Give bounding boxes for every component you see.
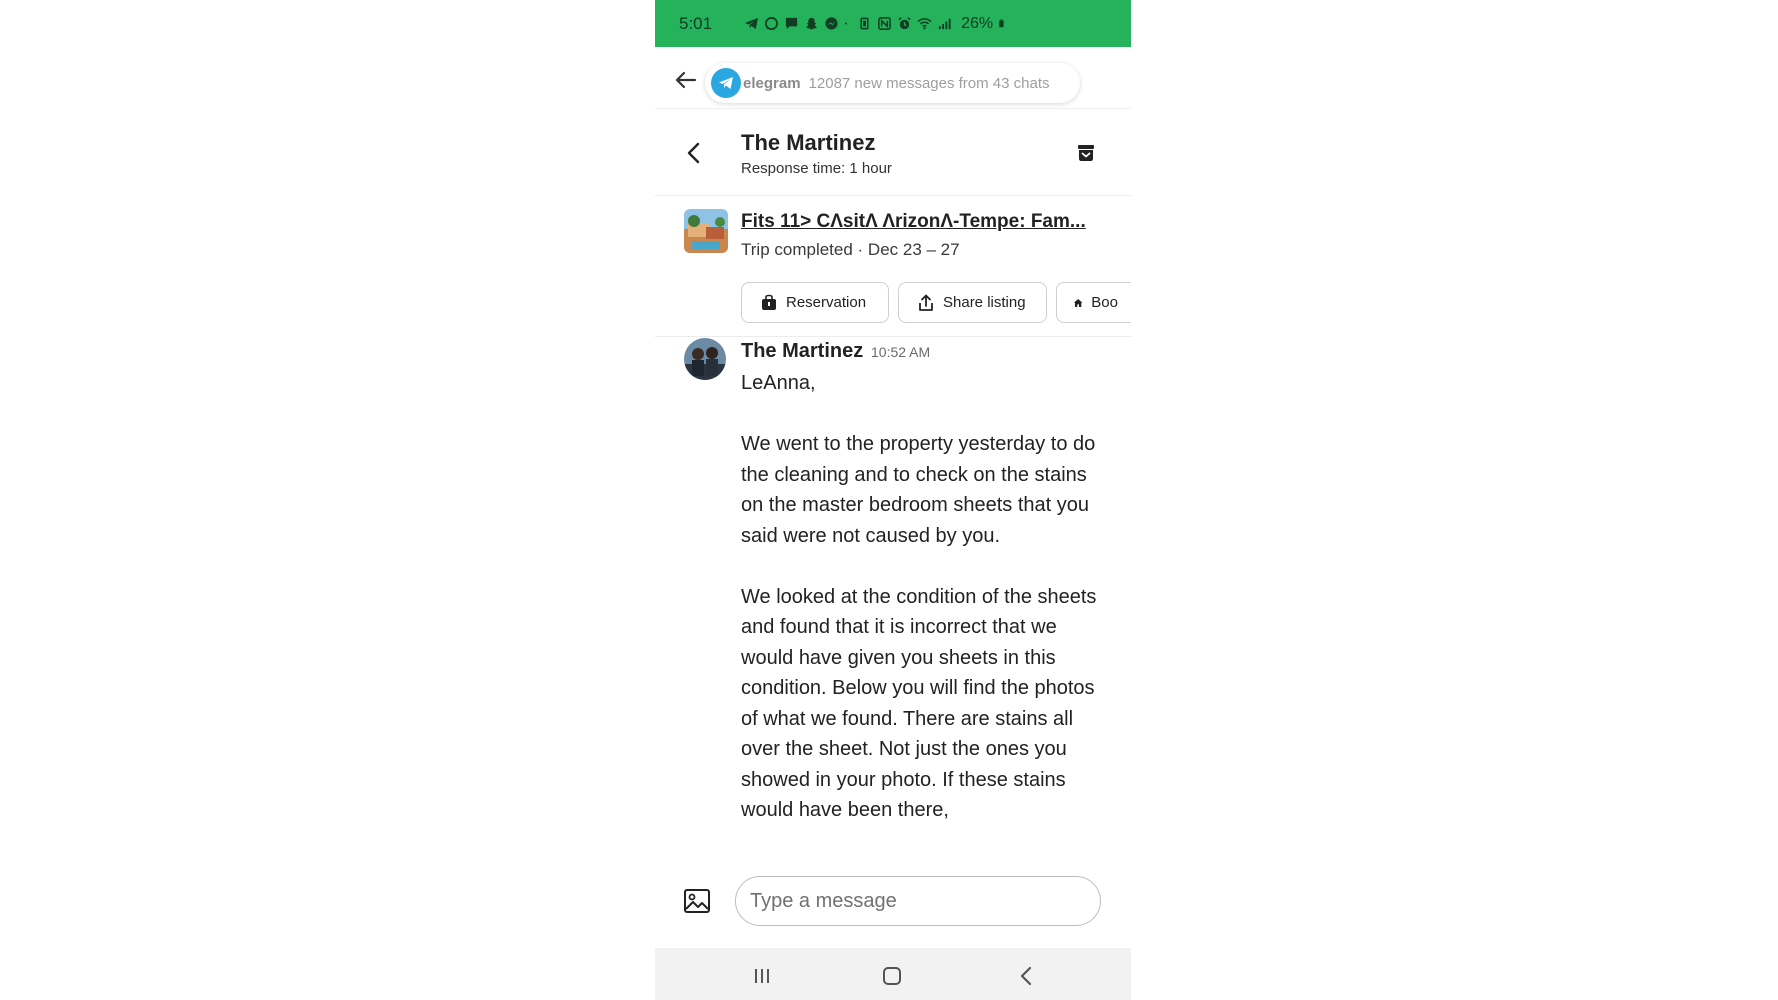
notification-row (655, 57, 1131, 109)
home-button-icon[interactable] (880, 964, 904, 988)
share-listing-label: Share listing (943, 294, 1026, 311)
book-again-label: Boo (1091, 294, 1118, 311)
phone-screen (655, 0, 1131, 1000)
book-again-button[interactable] (1056, 282, 1131, 323)
notification-app-name: elegram (743, 74, 801, 92)
vibrate-icon (857, 16, 872, 31)
message-input[interactable] (735, 876, 1101, 926)
status-icons (744, 15, 1008, 33)
action-chips (741, 282, 1131, 323)
response-time: Response time: 1 hour (741, 160, 892, 177)
message-composer (655, 874, 1131, 928)
archive-icon[interactable] (1075, 142, 1097, 164)
status-bar (655, 0, 1131, 47)
signal-icon (937, 16, 952, 31)
message-paragraph: We went to the property yesterday to do the cleaning and to check on the stains on the master bedroom sheets that you said were not caused by you. (741, 433, 1096, 547)
reservation-label: Reservation (786, 294, 867, 311)
message-icon (784, 16, 799, 31)
listing-thumbnail[interactable] (684, 209, 728, 253)
nfc-icon (877, 16, 892, 31)
recents-icon[interactable] (750, 964, 774, 988)
battery-icon (998, 16, 1008, 31)
system-back-icon[interactable] (1015, 964, 1039, 988)
divider (655, 336, 1131, 337)
whatsapp-icon (764, 16, 779, 31)
trip-status: Trip completed · Dec 23 – 27 (741, 240, 960, 259)
battery-percent: 26% (961, 14, 994, 32)
message-paragraph: LeAnna, (741, 372, 816, 394)
share-listing-button[interactable] (898, 282, 1047, 323)
messenger-icon (824, 16, 839, 31)
telegram-icon (744, 16, 759, 31)
alarm-icon (897, 16, 912, 31)
listing-title-link[interactable]: Fits 11> CΛsitΛ ΛrizonΛ-Tempe: Fam... (741, 211, 1086, 232)
reservation-button[interactable] (741, 282, 889, 323)
message-time: 10:52 AM (871, 344, 931, 360)
reservation-icon (760, 294, 778, 312)
conversation-header (655, 112, 1131, 196)
notification-back-icon[interactable] (673, 67, 699, 93)
home-icon (1073, 294, 1083, 312)
message-sender: The Martinez (741, 340, 864, 362)
notification-text: 12087 new messages from 43 chats (808, 74, 1050, 92)
status-time: 5:01 (679, 13, 713, 33)
telegram-notification[interactable] (705, 63, 1080, 103)
wifi-icon (917, 16, 932, 31)
sender-avatar[interactable] (684, 338, 726, 380)
snapchat-icon (804, 16, 819, 31)
share-icon (917, 294, 935, 312)
back-chevron-icon[interactable] (683, 140, 705, 166)
image-icon[interactable] (683, 888, 711, 914)
message-paragraph: We looked at the condition of the sheets and found that it is incorrect that we would have given you sheets in this condition. Below you will find the photos of what we found. There are stains all over the sheet. Not just the ones you showed in your photo. If these stains would have been there, (741, 585, 1097, 821)
telegram-logo-icon (711, 68, 741, 98)
conversation-title: The Martinez (741, 130, 876, 155)
android-nav-bar (655, 948, 1131, 1000)
dot-icon (844, 16, 852, 31)
message-body (741, 368, 1107, 856)
